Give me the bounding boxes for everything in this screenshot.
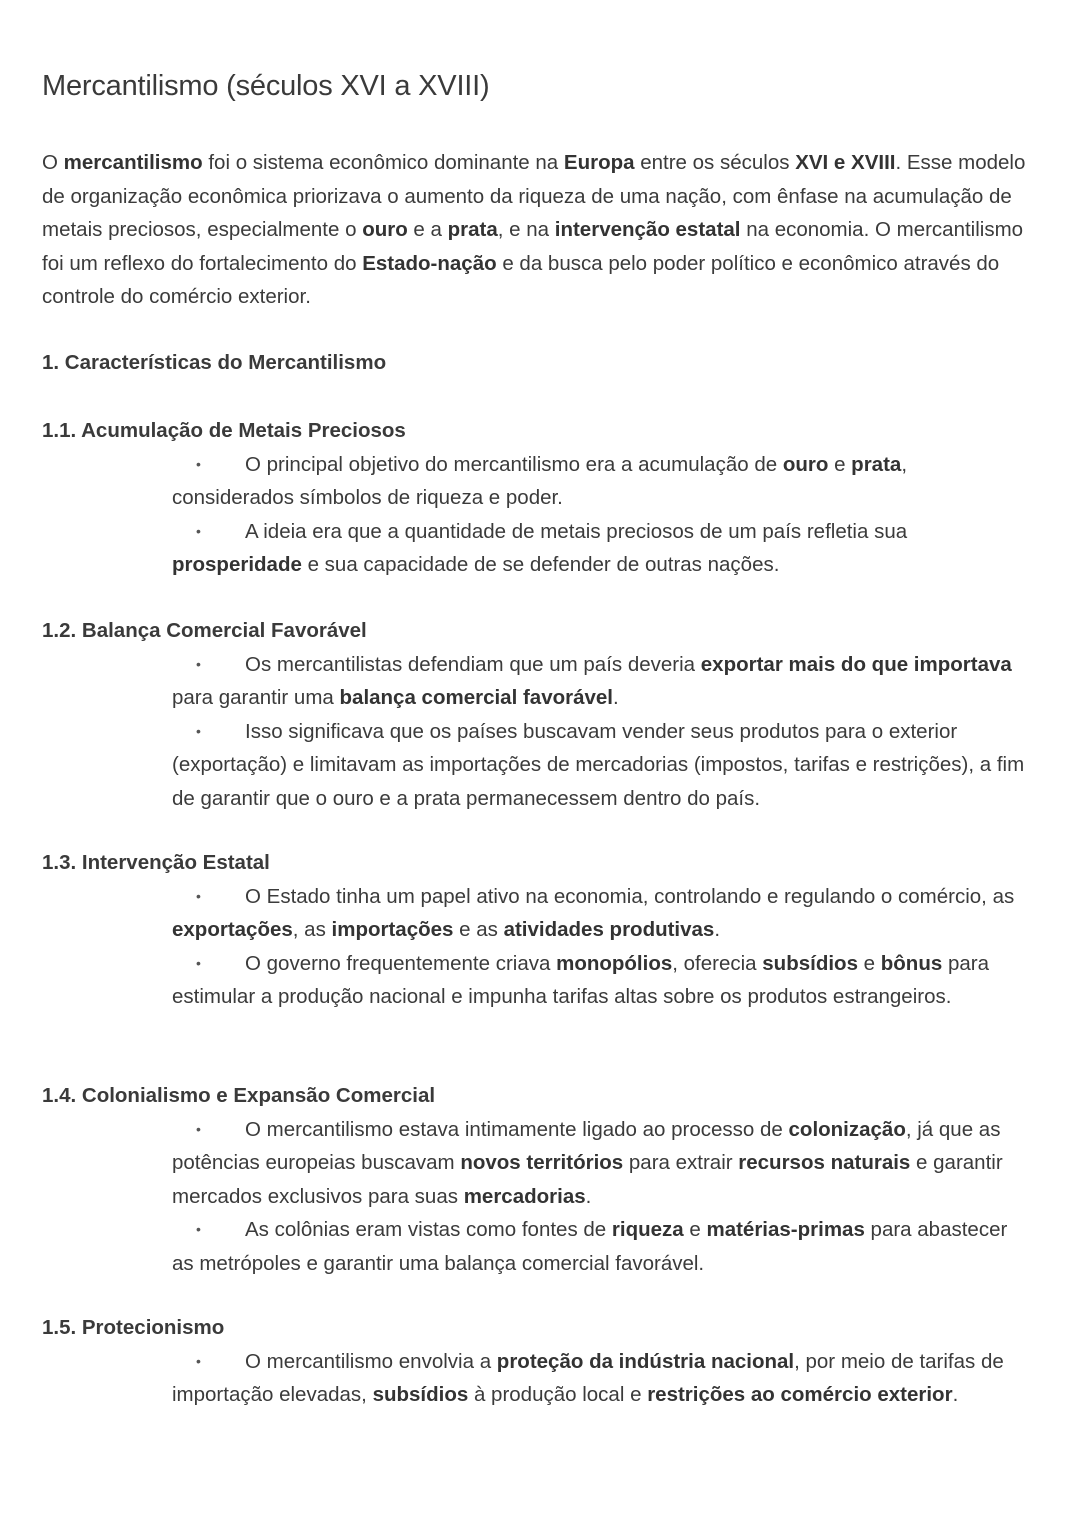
list-item — [172, 515, 1032, 582]
bullet-icon: • — [196, 722, 201, 739]
bold-term: importações — [331, 918, 454, 941]
bullet-icon: • — [196, 1352, 201, 1369]
bold-term: Europa — [563, 151, 635, 174]
bold-term: intervenção estatal — [554, 218, 741, 241]
bullet-list — [42, 880, 1042, 1014]
list-item-text: O mercantilismo estava intimamente ligado ao processo de colonização, já que as potências europeias buscavam novos territórios para extrair recursos naturais e garantir mercados exclusivos para suas mercadorias. — [172, 1117, 1003, 1208]
subsection — [42, 614, 1042, 815]
subsection — [42, 1079, 1042, 1280]
list-item — [172, 1113, 1032, 1214]
subsection-title: 1.1. Acumulação de Metais Preciosos — [42, 419, 406, 442]
bullet-icon: • — [196, 954, 201, 971]
bullet-list — [42, 648, 1042, 816]
bullet-list — [42, 1113, 1042, 1281]
list-item — [172, 1345, 1032, 1412]
list-item-text: O Estado tinha um papel ativo na economia, controlando e regulando o comércio, as exportações, as importações e as atividades produtivas. — [172, 884, 1015, 941]
list-item — [172, 1213, 1032, 1280]
bold-term: monopólios — [556, 951, 673, 975]
list-item — [172, 880, 1032, 947]
list-item-text: Os mercantilistas defendiam que um país deveria exportar mais do que importava para garantir uma balança comercial favorável. — [172, 652, 1012, 709]
bold-term: prosperidade — [172, 553, 302, 576]
bold-term: subsídios — [372, 1383, 469, 1406]
list-item — [172, 448, 1032, 515]
bold-term: proteção da indústria nacional — [496, 1349, 795, 1373]
subsection-title: 1.2. Balança Comercial Favorável — [42, 619, 367, 642]
bullet-list — [42, 448, 1042, 582]
list-item-text: As colônias eram vistas como fontes de riqueza e matérias-primas para abastecer as metrópoles e garantir uma balança comercial favorável. — [172, 1218, 1008, 1275]
subsection — [42, 414, 1042, 582]
bold-term: exportar mais do que importava — [700, 652, 1012, 676]
bullet-icon: • — [196, 522, 201, 539]
list-item-text: O mercantilismo envolvia a proteção da indústria nacional, por meio de tarifas de importação elevadas, subsídios à produção local e restrições ao comércio exterior. — [172, 1349, 1004, 1406]
bold-term: bônus — [880, 951, 943, 975]
list-item-text: O governo frequentemente criava monopólios, oferecia subsídios e bônus para estimular a produção nacional e impunha tarifas altas sobre os produtos estrangeiros. — [172, 951, 989, 1008]
bold-term: prata — [851, 452, 902, 476]
subsection — [42, 846, 1042, 1014]
bold-term: novos territórios — [460, 1151, 624, 1174]
list-item-text: O principal objetivo do mercantilismo era a acumulação de ouro e prata, considerados símbolos de riqueza e poder. — [172, 452, 908, 509]
list-item — [172, 947, 1032, 1014]
bold-term: Estado-nação — [362, 251, 497, 275]
bold-term: exportações — [172, 918, 293, 941]
page-title: Mercantilismo (séculos XVI a XVIII) — [42, 70, 490, 102]
subsection-title: 1.5. Protecionismo — [42, 1316, 225, 1339]
bullet-icon: • — [196, 1120, 201, 1137]
list-item — [172, 648, 1032, 715]
bold-term: matérias-primas — [706, 1218, 865, 1241]
subsection — [42, 1311, 1042, 1412]
bold-term: recursos naturais — [738, 1151, 911, 1174]
bullet-icon: • — [196, 1221, 201, 1237]
bold-term: ouro — [362, 218, 408, 241]
list-item-text: Isso significava que os países buscavam vender seus produtos para o exterior (exportação) e limitavam as importações de mercadorias (impostos, tarifas e restrições), a fim de garantir que o ouro e a prata permanecessem dentro do país. — [172, 719, 1025, 810]
bold-term: subsídios — [762, 951, 858, 975]
list-item-text: A ideia era que a quantidade de metais preciosos de um país refletia sua prosperidade e sua capacidade de se defender de outras nações. — [172, 519, 908, 576]
list-item — [172, 715, 1032, 816]
bold-term: ouro — [782, 452, 829, 476]
bold-term: XVI e XVIII — [795, 151, 896, 174]
subsection-title: 1.4. Colonialismo e Expansão Comercial — [42, 1084, 436, 1107]
subsection-title: 1.3. Intervenção Estatal — [42, 851, 270, 874]
bold-term: colonização — [788, 1117, 906, 1141]
bullet-icon: • — [196, 455, 201, 472]
bold-term: restrições ao comércio exterior — [647, 1383, 953, 1406]
bold-term: mercadorias — [463, 1184, 586, 1208]
section-heading: 1. Características do Mercantilismo — [42, 351, 387, 374]
bold-term: riqueza — [611, 1218, 684, 1241]
bullet-icon: • — [196, 887, 201, 904]
bold-term: balança comercial favorável — [339, 686, 614, 709]
bold-term: prata — [447, 218, 498, 241]
bullet-icon: • — [196, 655, 201, 672]
bold-term: atividades produtivas — [503, 918, 715, 941]
bullet-list — [42, 1345, 1042, 1412]
bold-term: mercantilismo — [63, 151, 203, 174]
intro-paragraph: O mercantilismo foi o sistema econômico dominante na Europa entre os séculos XVI e XVIII. Esse modelo de organização econômica priorizava o aumento da riqueza de uma nação, com ênfase na acumulação de metais preciosos, especialmente o ouro e a prata, e na intervenção estatal na economia. O mercantilismo foi um reflexo do fortalecimento do Estado-nação e da busca pelo poder político e econômico através do controle do comércio exterior. — [42, 151, 1026, 308]
